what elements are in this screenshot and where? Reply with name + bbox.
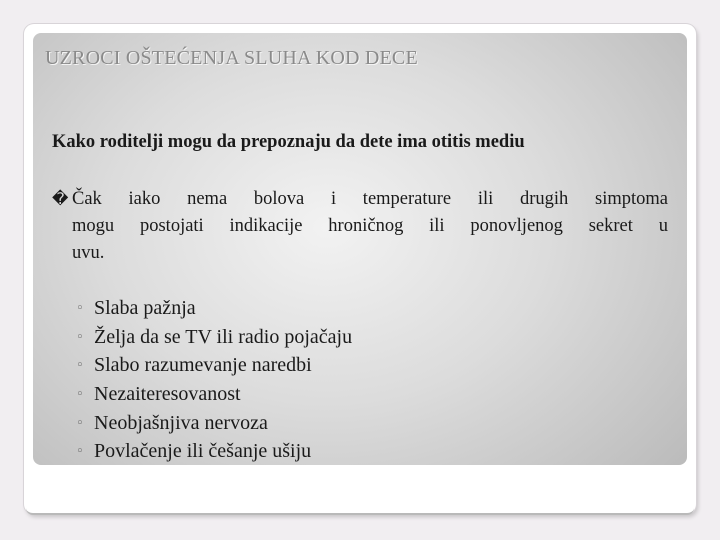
list-item: [76, 437, 352, 466]
list-marker: ◦: [76, 301, 84, 317]
slide-subtitle: Kako roditelji mogu da prepoznaju da dete ima otitis mediu: [52, 132, 525, 152]
list-item: [76, 380, 352, 409]
list-item-text: Povlačenje ili češanje ušiju: [94, 440, 312, 463]
list-item: [76, 351, 352, 380]
paragraph-line-1: [52, 185, 668, 213]
list-item-text: Slabo razumevanje naredbi: [94, 354, 312, 377]
list-item-text: Želja da se TV ili radio pojačaju: [94, 325, 353, 348]
symptom-list: [76, 294, 352, 466]
list-item: [76, 323, 352, 352]
paragraph-text-1: Čak iako nema bolova i temperature ili drugih simptoma: [72, 189, 668, 209]
list-item: [76, 294, 352, 323]
slide-bottom-rule: [26, 508, 694, 515]
list-item-text: Slaba pažnja: [94, 297, 196, 319]
list-item-text: Nezaiteresovanost: [94, 383, 241, 406]
list-item-text: Neobjašnjiva nervoza: [94, 411, 268, 434]
list-marker: ◦: [76, 415, 84, 431]
paragraph-line-2: mogu postojati indikacije hroničnog ili ponovljenog sekret u: [72, 216, 668, 236]
bullet-glyph: �: [52, 189, 69, 208]
list-marker: ◦: [76, 358, 84, 374]
paragraph-line-3: uvu.: [72, 243, 105, 263]
list-item: [76, 409, 352, 438]
main-paragraph: [52, 185, 668, 267]
list-marker: ◦: [76, 329, 84, 345]
list-marker: ◦: [76, 444, 84, 460]
list-marker: ◦: [76, 387, 84, 403]
slide-title: UZROCI OŠTEĆENJA SLUHA KOD DECE: [45, 47, 418, 69]
